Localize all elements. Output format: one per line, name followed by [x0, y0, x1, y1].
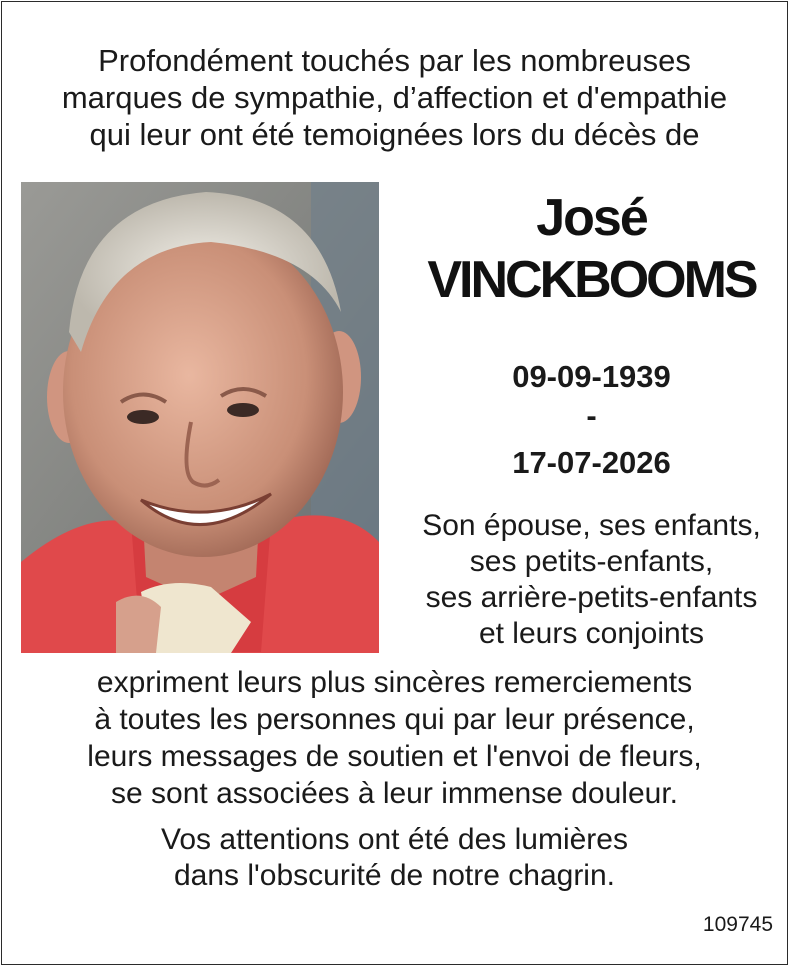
birth-date: 09-09-1939 [512, 359, 671, 394]
portrait-photo [21, 182, 379, 653]
portrait-illustration [21, 182, 379, 653]
closing-text [2, 822, 787, 894]
death-date: 17-07-2026 [512, 445, 671, 480]
intro-line: marques de sympathie, d’affection et d'empathie [61, 80, 728, 115]
closing-line: dans l'obscurité de notre chagrin. [174, 859, 615, 892]
last-name: VINCKBOOMS [427, 251, 756, 309]
closing-line: Vos attentions ont été des lumières [161, 823, 628, 856]
family-line: et leurs conjoints [478, 617, 705, 650]
family-line: Son épouse, ses enfants, [422, 509, 761, 542]
reference-number: 109745 [702, 913, 773, 936]
thanks-line: leurs messages de soutien et l'envoi de fleurs, [87, 740, 702, 773]
date-separator: - [586, 398, 597, 433]
family-members [394, 508, 789, 652]
first-name: José [536, 189, 647, 247]
intro-text [2, 42, 787, 153]
intro-line: qui leur ont été temoignées lors du décès de [89, 117, 700, 152]
thanks-line: se sont associées à leur immense douleur. [111, 777, 678, 810]
intro-line: Profondément touchés par les nombreuses [98, 43, 691, 78]
thanks-line: à toutes les personnes qui par leur présence, [94, 703, 695, 736]
thanks-text [2, 664, 787, 812]
obituary-notice [1, 1, 788, 965]
family-line: ses arrière-petits-enfants [425, 581, 758, 614]
family-line: ses petits-enfants, [469, 545, 714, 578]
thanks-line: expriment leurs plus sincères remerciements [96, 666, 693, 699]
